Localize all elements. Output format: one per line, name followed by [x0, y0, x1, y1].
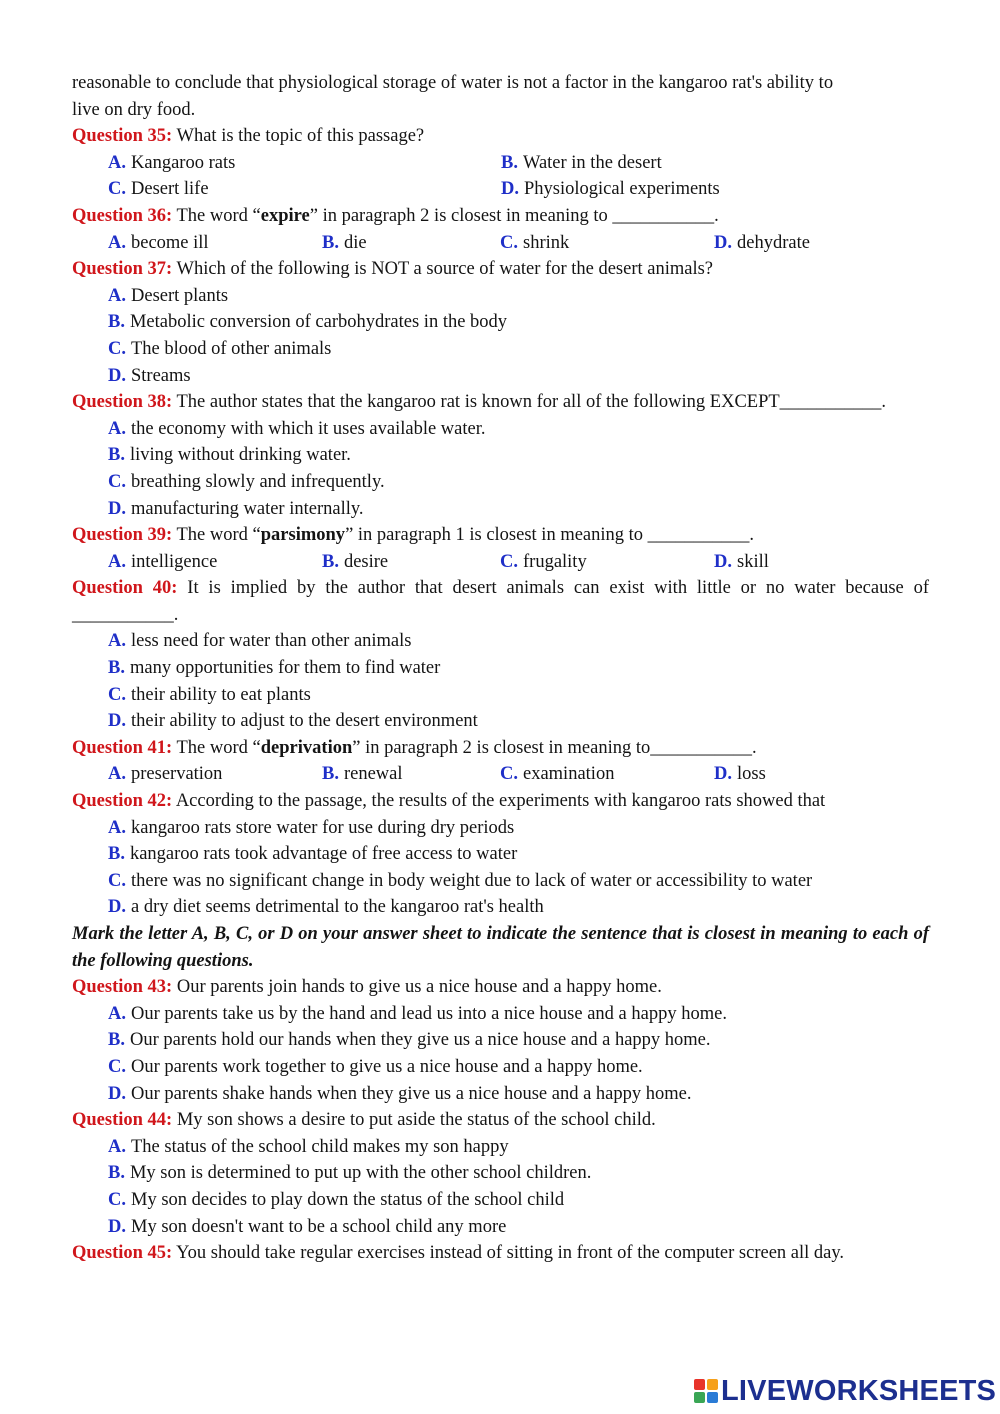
liveworksheets-logo[interactable]	[693, 1373, 996, 1409]
option-c[interactable]: C. breathing slowly and infrequently.	[108, 471, 385, 492]
option-d[interactable]: D. loss	[714, 764, 766, 785]
question-44	[72, 1107, 929, 1134]
worksheet-page	[72, 70, 929, 1267]
option-c[interactable]: C. frugality	[500, 551, 587, 572]
question-label: Question 43:	[72, 977, 173, 998]
option-b[interactable]: B. renewal	[322, 764, 403, 785]
option-d[interactable]: D. Physiological experiments	[501, 179, 720, 200]
option-d[interactable]: D. a dry diet seems detrimental to the kangaroo rat's health	[108, 897, 544, 918]
answer-options	[72, 176, 929, 203]
option-d[interactable]: D. manufacturing water internally.	[108, 498, 364, 519]
option-c[interactable]: C. examination	[500, 764, 615, 785]
question-keyword: expire	[260, 205, 310, 226]
option-d[interactable]: D. skill	[714, 551, 769, 572]
option-c[interactable]: C. their ability to eat plants	[108, 684, 311, 705]
option-a[interactable]: A. Our parents take us by the hand and lead us into a nice house and a happy home.	[108, 1003, 727, 1024]
option-b[interactable]: B. My son is determined to put up with the other school children.	[108, 1163, 592, 1184]
question-35	[72, 123, 929, 150]
option-b[interactable]: B. living without drinking water.	[108, 445, 351, 466]
question-label: Question 38:	[72, 392, 173, 413]
logo-wordmark: LIVEWORKSHEETS	[721, 1375, 997, 1407]
question-43	[72, 974, 929, 1001]
question-38	[72, 389, 929, 416]
option-b[interactable]: B. Metabolic conversion of carbohydrates in the body	[108, 312, 508, 333]
passage-text: live on dry food.	[72, 99, 196, 120]
option-d[interactable]: D. dehydrate	[714, 232, 810, 253]
question-39: Question 39: The word “parsimony” in paragraph 1 is closest in meaning to ___________.	[72, 525, 755, 546]
option-b[interactable]: B. die	[322, 232, 367, 253]
answer-options	[72, 761, 929, 788]
option-b[interactable]: B. kangaroo rats took advantage of free access to water	[108, 844, 518, 865]
question-label: Question 45:	[72, 1243, 173, 1264]
liveworksheets-logo-icon	[693, 1378, 719, 1404]
question-36: Question 36: The word “expire” in paragraph 2 is closest in meaning to ___________.	[72, 205, 719, 226]
option-a[interactable]: A. The status of the school child makes my son happy	[108, 1136, 509, 1157]
option-c[interactable]: C. The blood of other animals	[108, 338, 332, 359]
option-b[interactable]: B. Water in the desert	[501, 152, 662, 173]
option-c[interactable]: C. there was no significant change in body weight due to lack of water or accessibility to water	[108, 870, 813, 891]
option-a[interactable]: A. kangaroo rats store water for use during dry periods	[108, 817, 515, 838]
question-text: What is the topic of this passage?	[172, 126, 425, 147]
question-37	[72, 256, 929, 283]
question-42	[72, 788, 929, 815]
question-keyword: parsimony	[260, 525, 346, 546]
option-d[interactable]: D. My son doesn't want to be a school child any more	[108, 1216, 507, 1237]
option-a[interactable]: A. intelligence	[108, 551, 218, 572]
option-d[interactable]: D. Streams	[108, 365, 191, 386]
question-text: The author states that the kangaroo rat is known for all of the following EXCEPT___________.	[172, 392, 887, 413]
question-41: Question 41: The word “deprivation” in paragraph 2 is closest in meaning to___________.	[72, 737, 757, 758]
option-a[interactable]: A. become ill	[108, 232, 209, 253]
question-label: Question 42:	[72, 791, 173, 812]
question-label: Question 36:	[72, 205, 173, 226]
option-c[interactable]: C. Our parents work together to give us a nice house and a happy home.	[108, 1056, 643, 1077]
question-40	[72, 575, 929, 628]
question-label: Question 40:	[72, 578, 178, 599]
question-label: Question 35:	[72, 126, 173, 147]
question-label: Question 44:	[72, 1110, 173, 1131]
option-a[interactable]: A. preservation	[108, 764, 223, 785]
option-b[interactable]: B. many opportunities for them to find water	[108, 658, 441, 679]
question-text: Our parents join hands to give us a nice house and a happy home.	[172, 977, 662, 998]
option-a[interactable]: A. the economy with which it uses available water.	[108, 418, 486, 439]
option-c[interactable]: C. Desert life	[108, 179, 209, 200]
question-keyword: deprivation	[260, 737, 353, 758]
option-d[interactable]: D. their ability to adjust to the desert environment	[108, 711, 478, 732]
passage-text: reasonable to conclude that physiological storage of water is not a factor in the kangaroo rat's ability to	[72, 73, 834, 93]
question-text: You should take regular exercises instead of sitting in front of the computer screen all day.	[172, 1243, 845, 1264]
section-instruction: Mark the letter A, B, C, or D on your answer sheet to indicate the sentence that is closest in meaning to each of the following questions.	[72, 924, 929, 971]
option-c[interactable]: C. My son decides to play down the status of the school child	[108, 1189, 565, 1210]
option-b[interactable]: B. Our parents hold our hands when they give us a nice house and a happy home.	[108, 1030, 711, 1051]
option-b[interactable]: B. desire	[322, 551, 389, 572]
option-a[interactable]: A. less need for water than other animals	[108, 631, 412, 652]
answer-options	[72, 150, 929, 177]
question-text: Which of the following is NOT a source of water for the desert animals?	[172, 259, 714, 280]
answer-options	[72, 549, 929, 576]
question-label: Question 41:	[72, 737, 173, 758]
question-text: According to the passage, the results of the experiments with kangaroo rats showed that	[172, 791, 826, 812]
question-label: Question 39:	[72, 525, 173, 546]
question-text: It is implied by the author that desert animals can exist with little or no water because of ___________.	[72, 578, 929, 625]
option-c[interactable]: C. shrink	[500, 232, 570, 253]
answer-options	[72, 230, 929, 257]
option-a[interactable]: A. Kangaroo rats	[108, 152, 236, 173]
option-a[interactable]: A. Desert plants	[108, 285, 229, 306]
question-text: My son shows a desire to put aside the status of the school child.	[172, 1110, 656, 1131]
question-label: Question 37:	[72, 259, 173, 280]
option-d[interactable]: D. Our parents shake hands when they give us a nice house and a happy home.	[108, 1083, 692, 1104]
question-45	[72, 1240, 929, 1267]
